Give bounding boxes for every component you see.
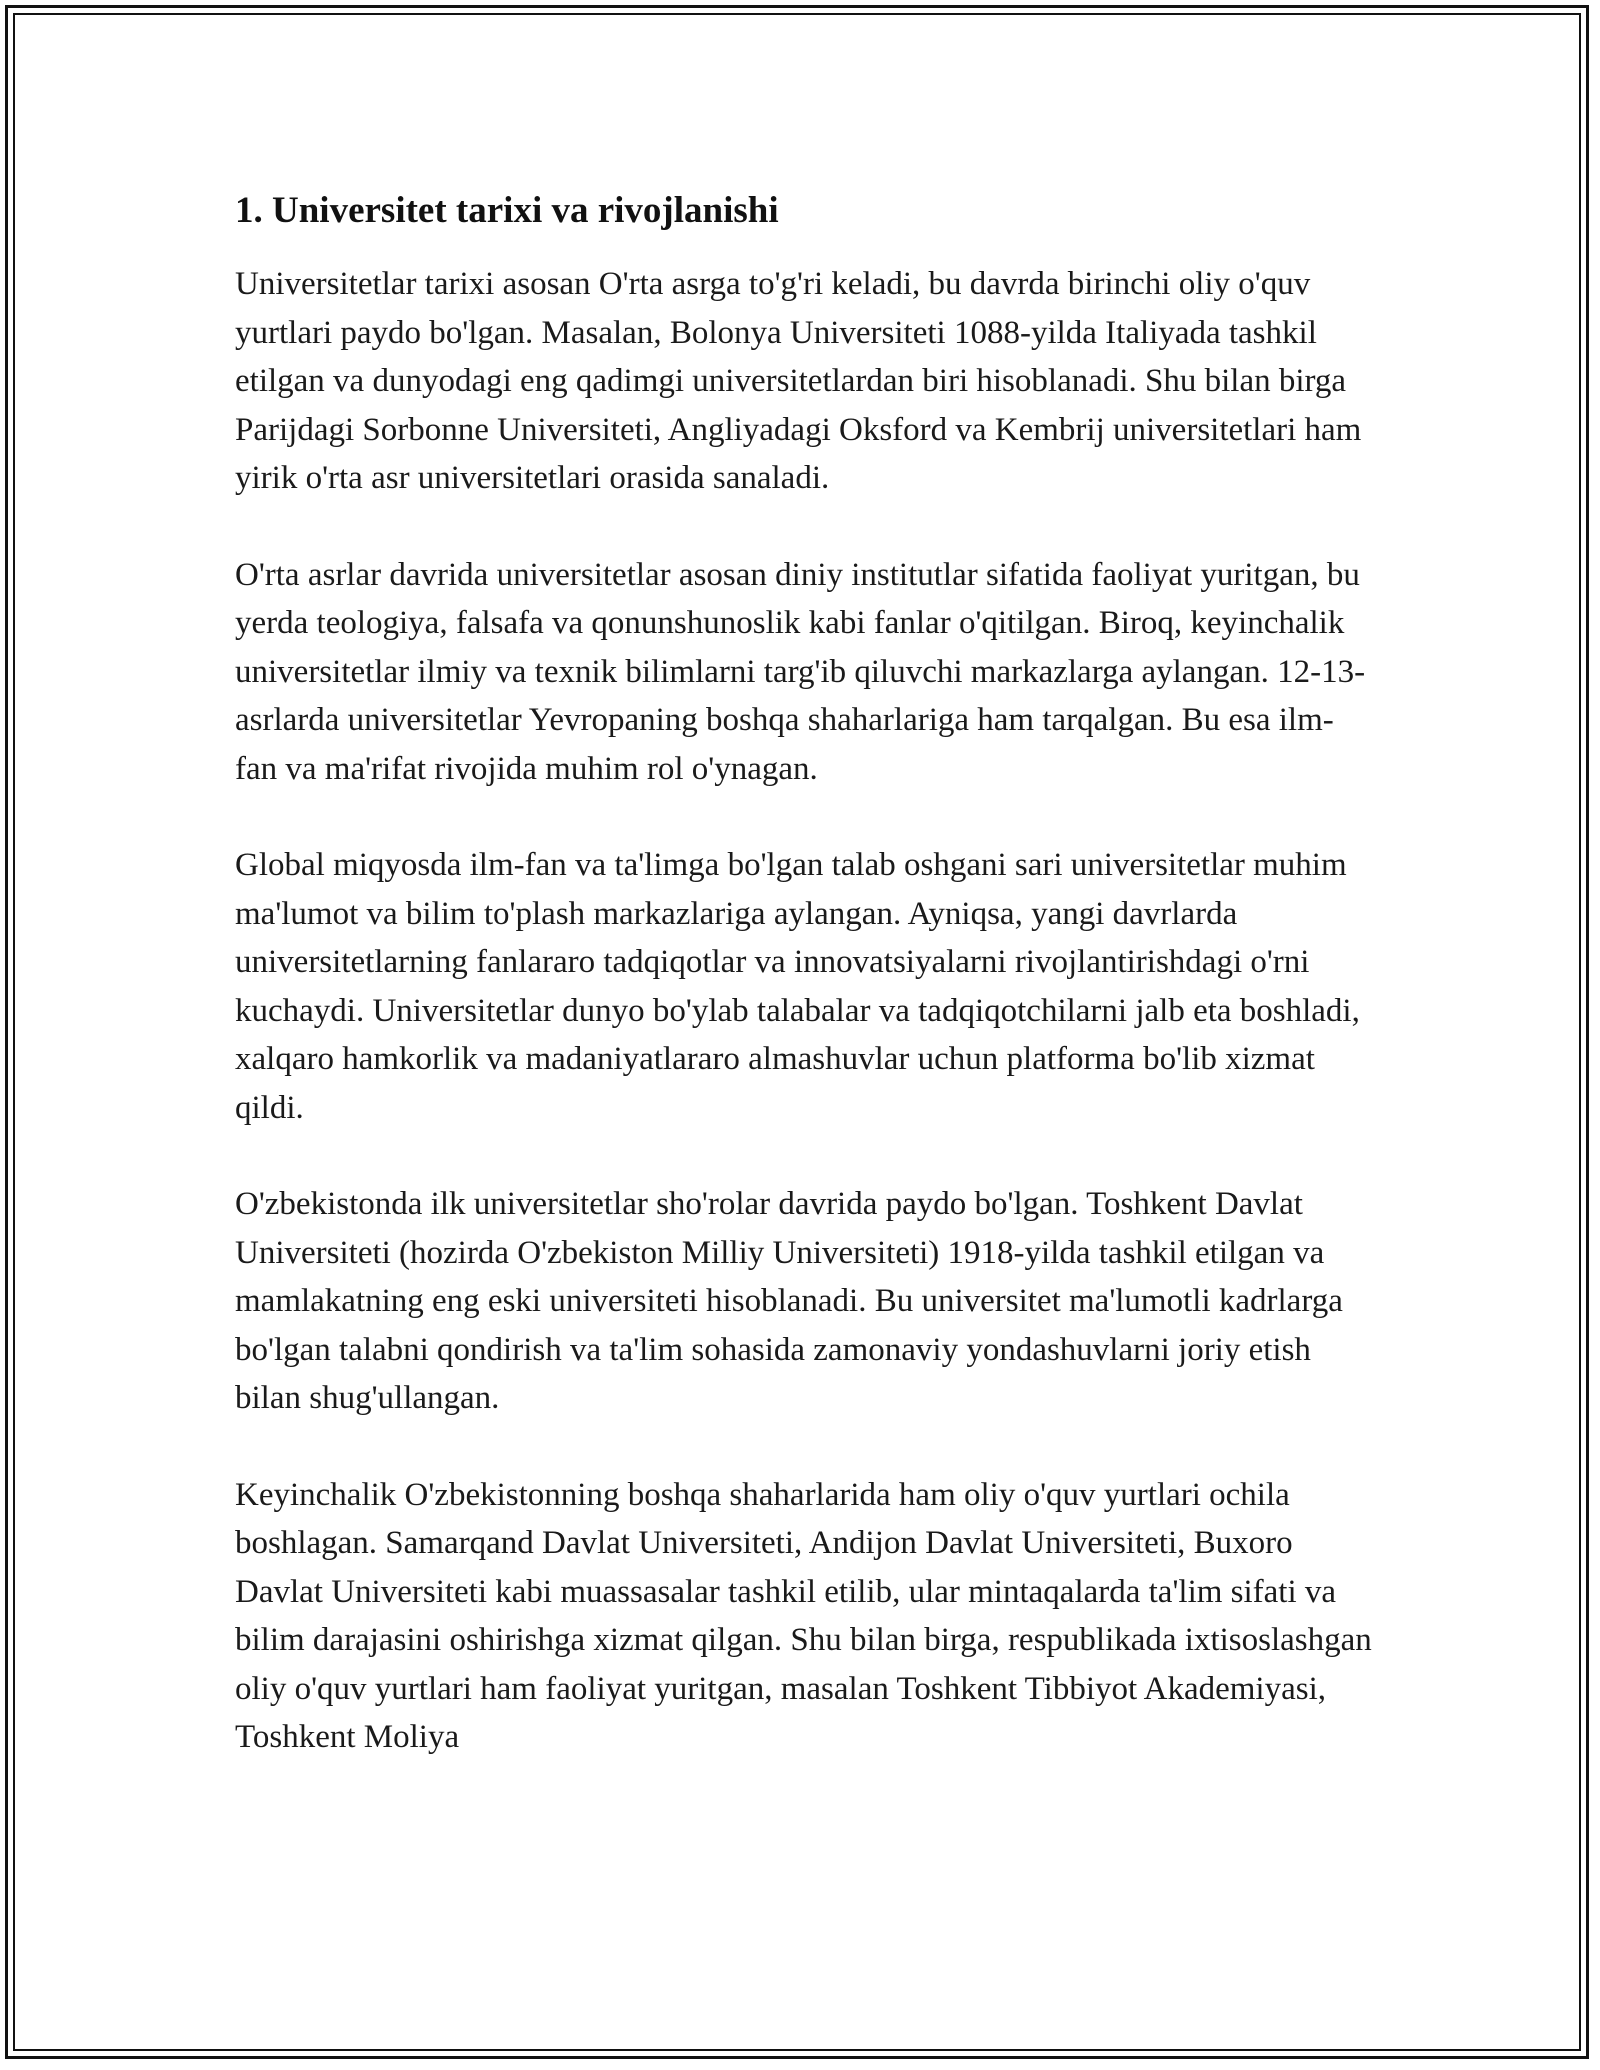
paragraph-1: Universitetlar tarixi asosan O'rta asrga to'g'ri keladi, bu davrda birinchi oliy o'quv yurtlari paydo bo'lgan. Masalan, Bolonya Universiteti 1088-yilda Italiyada tashkil etilgan va dunyodagi eng qadimgi universitetlardan biri hisoblanadi. Shu bilan birga Parijdagi Sorbonne Universiteti, Angliyadagi Oksford va Kembrij universitetlari ham yirik o'rta asr universitetlari orasida sanaladi. xyxy=(235,266,1362,496)
paragraph-4: O'zbekistonda ilk universitetlar sho'rolar davrida paydo bo'lgan. Toshkent Davlat Universiteti (hozirda O'zbekiston Milliy Universiteti) 1918-yilda tashkil etilgan va mamlakatning eng eski universiteti hisoblanadi. Bu universitet ma'lumotli kadrlarga bo'lgan talabni qondirish va ta'lim sohasida zamonaviy yondashuvlarni joriy etish bilan shug'ullangan. xyxy=(235,1186,1343,1416)
section-heading: 1. Universitet tarixi va rivojlanishi xyxy=(235,190,779,231)
paragraph-3: Global miqyosda ilm-fan va ta'limga bo'lgan talab oshgani sari universitetlar muhim ma'lumot va bilim to'plash markazlariga aylangan. Ayniqsa, yangi davrlarda universitetlarning fanlararo tadqiqotlar va innovatsiyalarni rivojlantirishdagi o'rni kuchaydi. Universitetlar dunyo bo'ylab talabalar va tadqiqotchilarni jalb eta boshladi, xalqaro hamkorlik va madaniyatlararo almashuvlar uchun platforma bo'lib xizmat qildi. xyxy=(235,847,1360,1126)
paragraph-2: O'rta asrlar davrida universitetlar asosan diniy institutlar sifatida faoliyat yuritgan, bu yerda teologiya, falsafa va qonunshunoslik kabi fanlar o'qitilgan. Biroq, keyinchalik universitetlar ilmiy va texnik bilimlarni targ'ib qiluvchi markazlarga aylangan. 12-13-asrlarda universitetlar Yevropaning boshqa shaharlariga ham tarqalgan. Bu esa ilm-fan va ma'rifat rivojida muhim rol o'ynagan. xyxy=(235,556,1366,787)
document-body xyxy=(235,186,1375,1810)
paragraph-5: Keyinchalik O'zbekistonning boshqa shaharlarida ham oliy o'quv yurtlari ochila boshlagan. Samarqand Davlat Universiteti, Andijon Davlat Universiteti, Buxoro Davlat Universiteti kabi muassasalar tashkil etilib, ular mintaqalarda ta'lim sifati va bilim darajasini oshirishga xizmat qilgan. Shu bilan birga, respublikada ixtisoslashgan oliy o'quv yurtlari ham faoliyat yuritgan, masalan Toshkent Tibbiyot Akademiyasi, Toshkent Moliya xyxy=(235,1476,1372,1755)
